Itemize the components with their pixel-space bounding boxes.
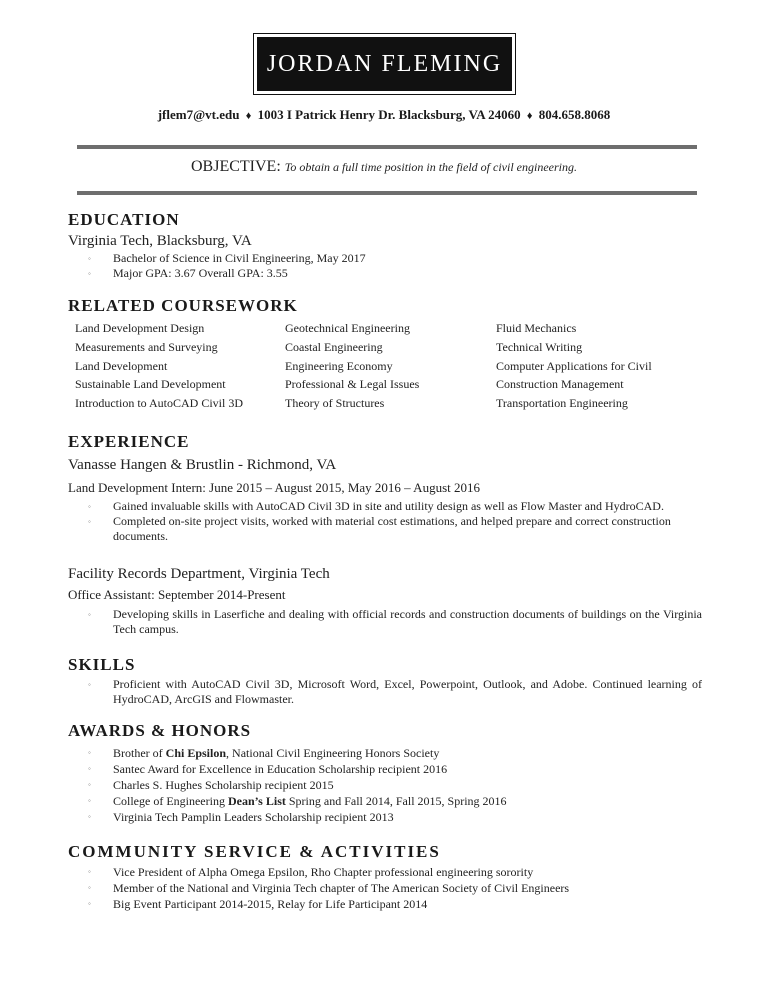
address: 1003 I Patrick Henry Dr. Blacksburg, VA 24060 [257, 107, 521, 122]
list-item: ◦ Completed on-site project visits, worked with material cost estimations, and helped prepare and correct construction documents. [88, 514, 702, 544]
employer: Facility Records Department, Virginia Tech [68, 566, 330, 582]
job-title: Land Development Intern: June 2015 – August 2015, May 2016 – August 2016 [68, 480, 480, 495]
list-item: ◦ Major GPA: 3.67 Overall GPA: 3.55 [88, 266, 702, 281]
job-duties [88, 499, 702, 544]
list-item: ◦ Santec Award for Excellence in Education Scholarship recipient 2016 [88, 761, 702, 777]
objective-label: OBJECTIVE: [191, 158, 281, 175]
course: Fluid Mechanics [496, 321, 577, 335]
experience-heading: EXPERIENCE [68, 432, 190, 451]
divider-top [77, 145, 697, 149]
skills-list [88, 677, 702, 707]
course: Geotechnical Engineering [285, 321, 410, 335]
awards-heading: AWARDS & HONORS [68, 721, 252, 740]
list-item: ◦ Virginia Tech Pamplin Leaders Scholarship recipient 2013 [88, 809, 702, 825]
objective [0, 158, 768, 176]
course: Transportation Engineering [496, 396, 628, 410]
course: Sustainable Land Development [75, 377, 226, 391]
candidate-name: JORDAN FLEMING [257, 37, 512, 91]
coursework-heading: RELATED COURSEWORK [68, 296, 298, 315]
course: Professional & Legal Issues [285, 377, 420, 391]
course: Introduction to AutoCAD Civil 3D [75, 396, 243, 410]
list-item: ◦ College of Engineering Dean’s List Spring and Fall 2014, Fall 2015, Spring 2016 [88, 793, 702, 809]
course: Construction Management [496, 377, 624, 391]
course: Land Development [75, 359, 168, 373]
phone: 804.658.8068 [538, 107, 611, 122]
list-item: ◦ Gained invaluable skills with AutoCAD Civil 3D in site and utility design as well as Flow Master and HydroCAD. [88, 499, 702, 514]
job-duties [88, 607, 702, 637]
job-title: Office Assistant: September 2014-Present [68, 587, 286, 602]
education-heading: EDUCATION [68, 210, 180, 229]
course: Land Development Design [75, 321, 205, 335]
diamond-icon: ♦ [245, 110, 252, 122]
name-box [253, 33, 516, 95]
course: Measurements and Surveying [75, 340, 218, 354]
objective-text: To obtain a full time position in the field of civil engineering. [284, 160, 577, 174]
school: Virginia Tech, Blacksburg, VA [68, 233, 252, 249]
course: Computer Applications for Civil [496, 359, 652, 373]
email: jflem7@vt.edu [157, 107, 240, 122]
awards-list [88, 745, 702, 825]
community-heading: COMMUNITY SERVICE & ACTIVITIES [68, 842, 441, 861]
list-item: ◦ Proficient with AutoCAD Civil 3D, Microsoft Word, Excel, Powerpoint, Outlook, and Adobe. Continued learning of HydroCAD, ArcGIS and Flowmaster. [88, 677, 702, 707]
course: Engineering Economy [285, 359, 393, 373]
skills-heading: SKILLS [68, 655, 136, 674]
divider-bottom [77, 191, 697, 195]
employer: Vanasse Hangen & Brustlin - Richmond, VA [68, 457, 337, 473]
list-item: ◦ Member of the National and Virginia Tech chapter of The American Society of Civil Engineers [88, 880, 702, 896]
education-list [88, 251, 702, 281]
list-item: ◦ Vice President of Alpha Omega Epsilon, Rho Chapter professional engineering sorority [88, 864, 702, 880]
list-item: ◦ Developing skills in Laserfiche and dealing with official records and construction documents of buildings on the Virginia Tech campus. [88, 607, 702, 637]
list-item: ◦ Charles S. Hughes Scholarship recipient 2015 [88, 777, 702, 793]
community-list [88, 864, 702, 912]
list-item: ◦ Bachelor of Science in Civil Engineering, May 2017 [88, 251, 702, 266]
course: Technical Writing [496, 340, 583, 354]
course: Coastal Engineering [285, 340, 383, 354]
list-item: ◦ Brother of Chi Epsilon, National Civil Engineering Honors Society [88, 745, 702, 761]
contact-line [0, 107, 768, 123]
list-item: ◦ Big Event Participant 2014-2015, Relay for Life Participant 2014 [88, 896, 702, 912]
course: Theory of Structures [285, 396, 385, 410]
diamond-icon: ♦ [526, 110, 533, 122]
